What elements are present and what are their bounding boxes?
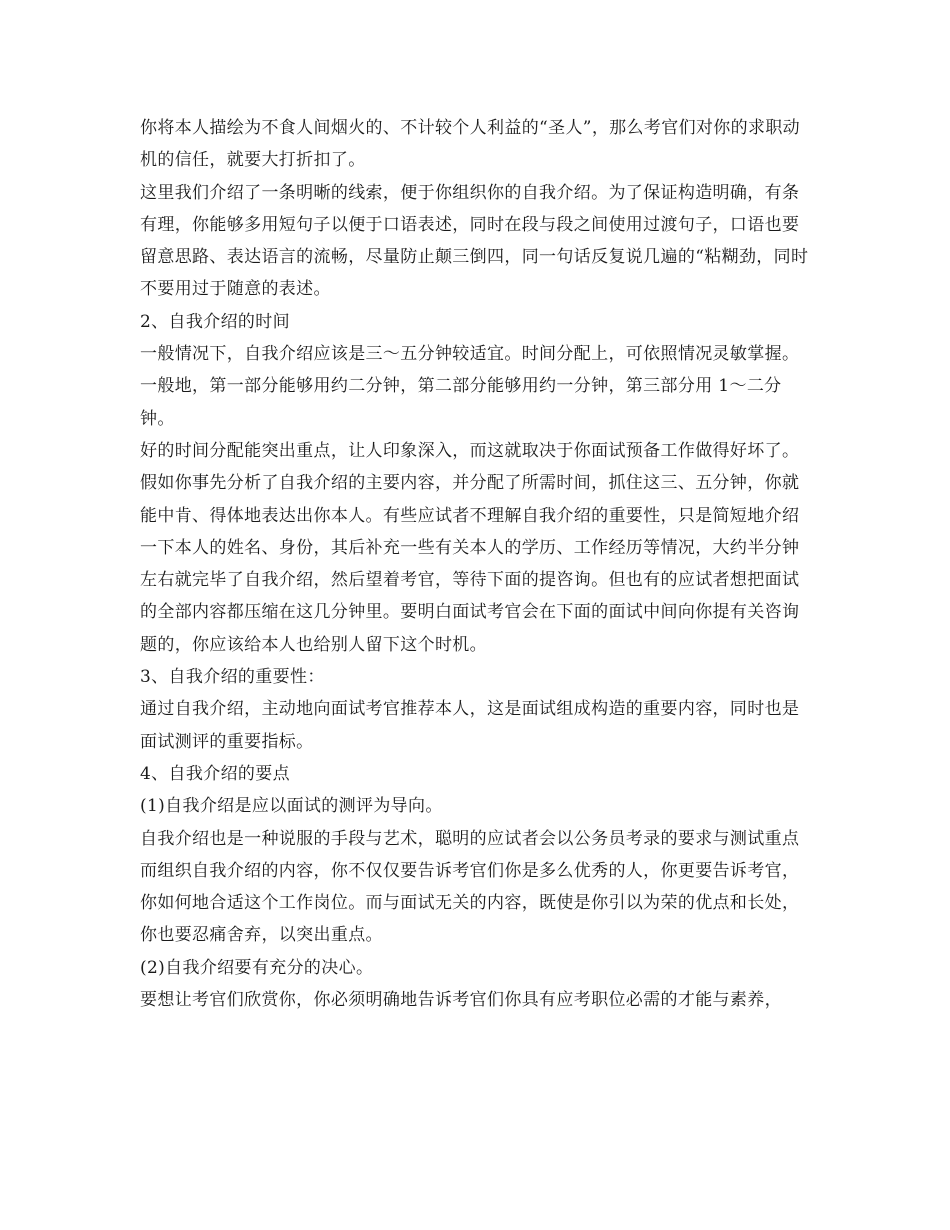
para-point-1: 自我介绍也是一种说服的手段与艺术，聪明的应试者会以公务员考录的要求与测试重点而组织自我介绍的内容，你不仅仅要告诉考官们你是多么优秀的人，你更要告诉考官，你如何地合适这个工作岗位。而与面试无关的内容，既使是你引以为荣的优点和长处，你也要忍痛舍弃，以突出重点。 [140, 828, 800, 946]
heading-importance: 3、自我介绍的重要性： [140, 667, 325, 688]
heading-point-1: (1)自我介绍是应以面试的测评为导向。 [140, 796, 443, 817]
heading-key-points: 4、自我介绍的要点 [140, 763, 290, 784]
para-importance: 通过自我介绍，主动地向面试考官推荐本人，这是面试组成构造的重要内容，同时也是面试测评的重要指标。 [140, 699, 800, 752]
para-time-general: 一般情况下，自我介绍应该是三～五分钟较适宜。时间分配上，可依照情况灵敏掌握。一般地，第一部分能够用约二分钟，第二部分能够用约一分钟，第三部分用 1～二分钟。 [140, 344, 800, 429]
para-time-allocation: 好的时间分配能突出重点，让人印象深入，而这就取决于你面试预备工作做得好坏了。假如你事先分析了自我介绍的主要内容，并分配了所需时间，抓住这三、五分钟，你就能中肯、得体地表达出你本人。有些应试者不理解自我介绍的重要性，只是简短地介绍一下本人的姓名、身份，其后补充一些有关本人的学历、工作经历等情况，大约半分钟左右就完毕了自我介绍，然后望着考官，等待下面的提咨询。但也有的应试者想把面试的全部内容都压缩在这几分钟里。要明白面试考官会在下面的面试中间向你提有关咨询题的，你应该给本人也给别人留下这个时机。 [140, 440, 800, 655]
heading-time: 2、自我介绍的时间 [140, 311, 290, 332]
para-clear-clue: 这里我们介绍了一条明晰的线索，便于你组织你的自我介绍。为了保证构造明确，有条有理，你能够多用短句子以便于口语表述，同时在段与段之间使用过渡句子，口语也要留意思路、表达语言的流畅，尽量防止颠三倒四，同一句话反复说几遍的“粘糊劲，同时不要用过于随意的表述。 [140, 182, 809, 300]
heading-point-2: (2)自我介绍要有充分的决心。 [140, 957, 374, 978]
para-saint-warning: 你将本人描绘为不食人间烟火的、不计较个人利益的“圣人”，那么考官们对你的求职动机的信任，就要大打折扣了。 [140, 118, 801, 171]
document-body [140, 112, 812, 1016]
para-point-2: 要想让考官们欣赏你，你必须明确地告诉考官们你具有应考职位必需的才能与素养， [140, 990, 782, 1011]
